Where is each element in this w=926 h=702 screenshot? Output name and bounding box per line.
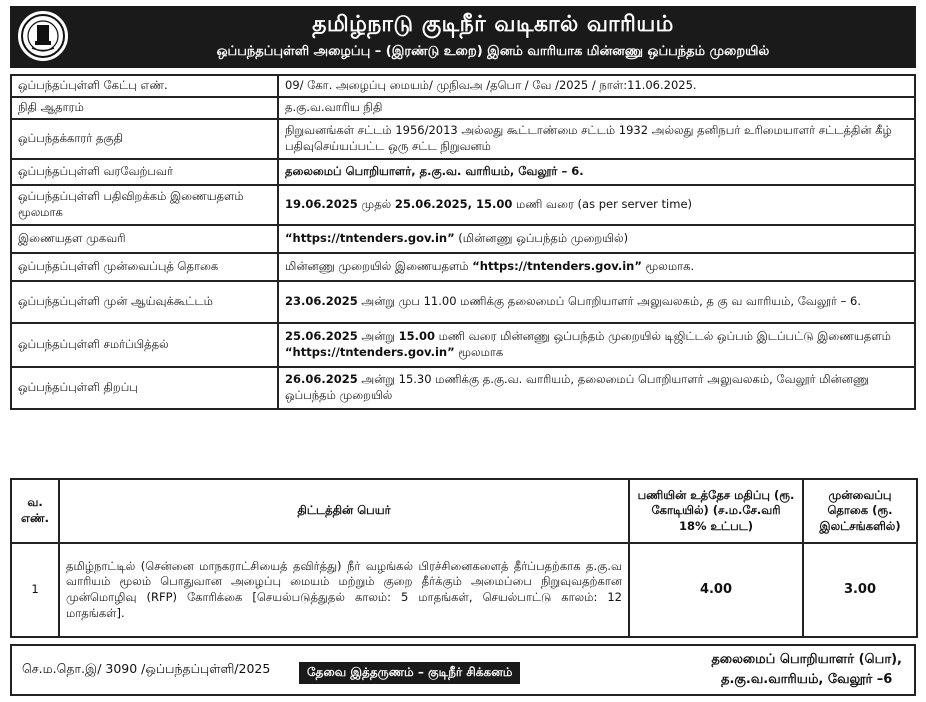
detail-value — [278, 367, 915, 409]
detail-row — [11, 185, 915, 225]
detail-text: மூலமாக. — [641, 259, 695, 274]
detail-label: ஒப்பந்தப்புள்ளி வரவேற்பவர் — [11, 159, 278, 185]
col-header-emd: முன்வைப்பு தொகை (ரூ. இலட்சங்களில்) — [803, 479, 917, 543]
detail-text: மணி வரை மின்னணு ஒப்பந்தம் முறையில் டிஜிட்டல் ஒப்பம் இடப்பட்டு இணையதளம் — [435, 329, 891, 344]
detail-text: முதல் — [357, 197, 395, 212]
col-header-name: திட்டத்தின் பெயர் — [59, 479, 629, 543]
detail-label: ஒப்பந்தப்புள்ளி கேட்பு எண். — [11, 75, 278, 97]
detail-row — [11, 119, 915, 159]
detail-label: ஒப்பந்தப்புள்ளி முன்வைப்புத் தொகை — [11, 253, 278, 281]
detail-row — [11, 75, 915, 97]
prebid-date: 23.06.2025 — [285, 294, 358, 309]
row-emd: 3.00 — [803, 543, 917, 637]
detail-label: நிதி ஆதாரம் — [11, 97, 278, 119]
reference-number: செ.ம.தொ.இ/ 3090 /ஒப்பந்தப்புள்ளி/2025 — [22, 661, 271, 676]
org-title: தமிழ்நாடு குடிநீர் வடிகால் வாரியம் — [312, 12, 674, 37]
detail-row — [11, 159, 915, 185]
row-project-name: தமிழ்நாட்டில் (சென்னை மாநகராட்சியைத் தவிர்த்து) நீர் வழங்கல் பிரச்சினைகளைத் தீர்ப்பதற்காக த.கு.வ வாரியம் மூலம் பொதுவான அழைப்பு மையம் மற்றும் குறை தீர்க்கும் அமைப்பை நிறுவுவதற்கான முன்மொழிவு (RFP) கோரிக்கை [செயல்படுத்துதல் காலம்: 5 மாதங்கள், செயல்பாட்டு காலம்: 12 மாதங்கள்]. — [59, 543, 629, 637]
submission-time: 15.00 — [398, 329, 436, 344]
detail-label: ஒப்பந்தக்காரர் தகுதி — [11, 119, 278, 159]
signatory-office: த.கு.வ.வாரியம், வேலூர் –6 — [721, 671, 893, 687]
table-row — [11, 543, 917, 637]
row-estimate: 4.00 — [629, 543, 803, 637]
signatory-title: தலைமைப் பொறியாளர் (பொ), — [711, 652, 902, 667]
detail-text: அன்று — [357, 329, 399, 344]
detail-label: இணையதள முகவரி — [11, 225, 278, 253]
detail-row — [11, 97, 915, 119]
detail-value — [278, 225, 915, 253]
notice-footer — [10, 644, 916, 696]
detail-label: ஒப்பந்தப்புள்ளி முன் ஆய்வுக்கூட்டம் — [11, 281, 278, 323]
detail-value — [278, 323, 915, 367]
detail-label: ஒப்பந்தப்புள்ளி திறப்பு — [11, 367, 278, 409]
col-header-estimate: பணியின் உத்தேச மதிப்பு (ரூ. கோடியில்) (ச.ம.சே.வரி 18% உட்பட) — [629, 479, 803, 543]
detail-value: த.கு.வ.வாரிய நிதி — [278, 97, 915, 119]
submission-date: 25.06.2025 — [285, 329, 358, 344]
project-table-header — [11, 479, 917, 543]
detail-value — [278, 185, 915, 225]
detail-row — [11, 323, 915, 367]
download-end-date: 25.06.2025, 15.00 — [394, 197, 513, 212]
row-sno: 1 — [11, 543, 59, 637]
project-table — [10, 478, 918, 638]
detail-text: (மின்னணு ஒப்பந்தம் முறையில்) — [454, 231, 629, 246]
detail-value — [278, 253, 915, 281]
website-link[interactable]: “https://tntenders.gov.in” — [285, 345, 455, 359]
detail-row — [11, 367, 915, 409]
detail-text: மணி வரை (as per server time) — [512, 197, 693, 212]
opening-date: 26.06.2025 — [285, 372, 358, 387]
notice-header — [10, 6, 916, 68]
website-link[interactable]: “https://tntenders.gov.in” — [472, 259, 642, 274]
notice-subtitle: ஒப்பந்தப்புள்ளி அழைப்பு – (இரண்டு உறை) இனம் வாரியாக மின்னணு ஒப்பந்தம் முறையில் — [216, 44, 770, 59]
detail-value — [278, 281, 915, 323]
col-header-sno: வ. எண். — [11, 479, 59, 543]
website-link[interactable]: “https://tntenders.gov.in” — [285, 231, 455, 246]
tender-details-table — [10, 74, 916, 410]
detail-text: அன்று முப 11.00 மணிக்கு தலைமைப் பொறியாளர் அலுவலகம், த கு வ வாரியம், வேலூர் – 6. — [357, 294, 862, 309]
detail-text: மின்னணு முறையில் இணையதளம் — [285, 259, 473, 274]
detail-value: நிறுவனங்கள் சட்டம் 1956/2013 அல்லது கூட்டாண்மை சட்டம் 1932 அல்லது தனிநபர் உரிமையாளர் சட்டத்தின் கீழ் பதிவுசெய்யப்பட்ட ஒரு சட்ட நிறுவனம் — [278, 119, 915, 159]
detail-text: அன்று 15.30 மணிக்கு த.கு.வ. வாரியம், தலைமைப் பொறியாளர் அலுவலகம், வேலூர் மின்னணு ஒப்பந்தம் முறையில் — [285, 372, 870, 402]
detail-text: மூலமாக — [454, 345, 504, 359]
detail-value: தலைமைப் பொறியாளர், த.கு.வ. வாரியம், வேலூர் – 6. — [278, 159, 915, 185]
detail-value: 09/ கோ. அழைப்பு மையம்/ முநிவஅ /தபொ / வே /2025 / நாள்:11.06.2025. — [278, 75, 915, 97]
detail-label: ஒப்பந்தப்புள்ளி பதிவிறக்கம் இணையதளம் மூலமாக — [11, 185, 278, 225]
detail-row — [11, 253, 915, 281]
tnwdb-seal-icon — [18, 11, 68, 61]
detail-row — [11, 281, 915, 323]
signatory-block — [711, 650, 902, 689]
detail-row — [11, 225, 915, 253]
water-saving-slogan: தேவை இத்தருணம் – குடிநீர் சிக்கனம் — [299, 662, 520, 684]
detail-label: ஒப்பந்தப்புள்ளி சமர்ப்பித்தல் — [11, 323, 278, 367]
download-start-date: 19.06.2025 — [285, 197, 358, 212]
